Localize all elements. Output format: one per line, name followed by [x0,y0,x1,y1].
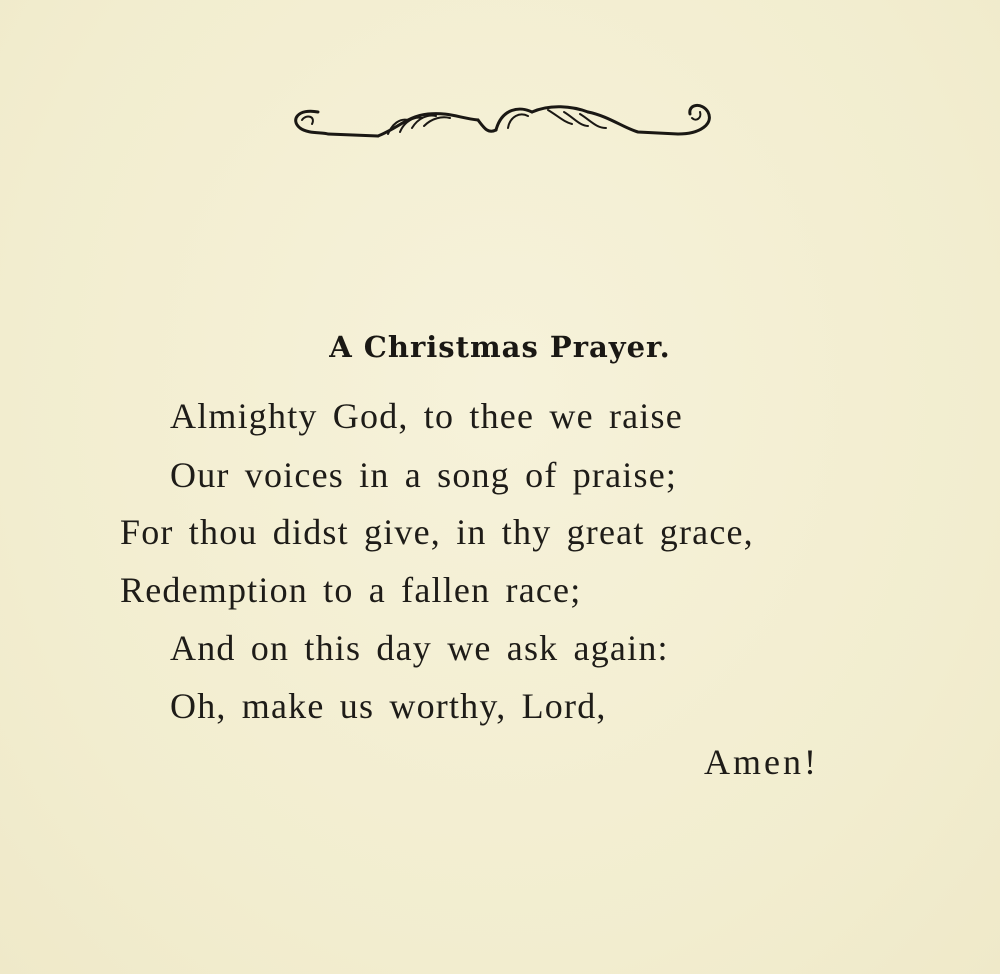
poem-line: Our voices in a song of praise; [170,455,678,495]
poem-line: For thou didst give, in thy great grace, [120,512,754,552]
scroll-flourish-icon [288,98,716,148]
poem-closing: Amen! [704,742,819,782]
poem-line: Almighty God, to thee we raise [170,396,683,436]
poem-title: A Christmas Prayer. [329,330,671,364]
poem-line: Redemption to a fallen race; [120,570,582,610]
poem-line: And on this day we ask again: [170,628,669,668]
poem-line: Oh, make us worthy, Lord, [170,686,607,726]
